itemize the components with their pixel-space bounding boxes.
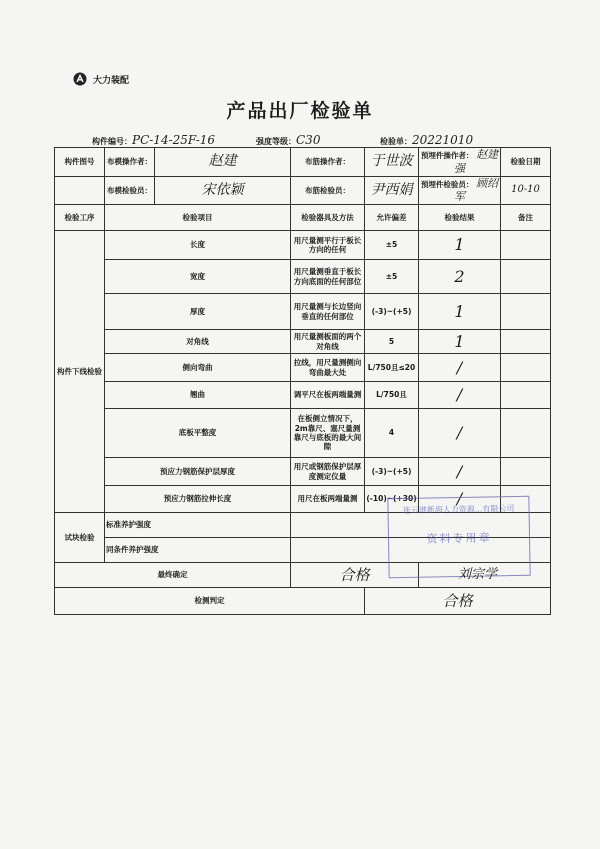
row-tool: 用尺在板两端量测: [291, 486, 365, 513]
company-name: 大力装配: [93, 75, 130, 86]
row-result: 2: [419, 260, 501, 294]
row-remark: [501, 458, 551, 486]
table-row: [55, 294, 551, 330]
batch-number-label: 检验单：: [380, 137, 412, 146]
strength-grade-value: C30: [296, 133, 321, 147]
row-tolerance: (-3)~(+5): [365, 458, 419, 486]
rebar-inspector-label: 布筋检验员：: [291, 176, 365, 205]
row-tolerance: 5: [365, 330, 419, 354]
row-tool: 调平尺在板两端量测: [291, 382, 365, 409]
embed-operator-value: 赵建强: [454, 148, 499, 175]
embed-inspector-label: 预埋件检验员：: [420, 179, 474, 189]
formwork-operator-value: 赵建: [155, 148, 291, 177]
row-result: /: [419, 382, 501, 409]
table-row: [55, 409, 551, 458]
column-header-row: [55, 205, 551, 231]
row-result: /: [419, 486, 501, 513]
embed-operator-cell: [419, 148, 501, 177]
row-item: 翘曲: [105, 382, 291, 409]
row-result: 1: [419, 231, 501, 260]
col-result: 检验结果: [419, 205, 501, 231]
judgement-label: 检测判定: [55, 588, 365, 615]
company-logo: [73, 72, 129, 86]
seal-purpose: 资料专用章: [426, 531, 492, 546]
row-remark: [501, 231, 551, 260]
row-result: 1: [419, 294, 501, 330]
formwork-inspector-label: 布模检验员：: [105, 176, 155, 205]
embed-operator-label: 预埋件操作者：: [420, 151, 474, 160]
strength-grade: [256, 133, 320, 147]
trial-standard-label: 标准养护强度: [105, 513, 291, 538]
batch-number: [380, 133, 473, 147]
row-remark: [501, 382, 551, 409]
inspection-date-value: 10-10: [501, 176, 551, 205]
table-row: [55, 330, 551, 354]
col-process: 检验工序: [55, 205, 105, 231]
table-row: [55, 231, 551, 260]
row-item: 底板平整度: [105, 409, 291, 458]
row-item: 长度: [105, 231, 291, 260]
table-row: [55, 354, 551, 382]
header-row-inspectors: [55, 176, 551, 205]
row-remark: [501, 409, 551, 458]
row-remark: [501, 260, 551, 294]
col-item: 检验项目: [105, 205, 291, 231]
trial-same-condition-label: 同条件养护强度: [105, 538, 291, 563]
rebar-operator-label: 布筋操作者：: [291, 148, 365, 177]
rebar-operator-value: 于世波: [365, 148, 419, 177]
row-tool: 用尺量测板面的两个对角线: [291, 330, 365, 354]
rebar-inspector-value: 尹西娟: [365, 176, 419, 205]
row-item: 对角线: [105, 330, 291, 354]
final-label: 最终确定: [55, 563, 291, 588]
row-result: /: [419, 409, 501, 458]
row-tool: 拉线，用尺量测侧向弯曲最大处: [291, 354, 365, 382]
row-tolerance: ±5: [365, 231, 419, 260]
page-title: 产品出厂检验单: [226, 100, 374, 122]
row-result: /: [419, 354, 501, 382]
signature: 刘宗学: [458, 567, 498, 582]
row-tolerance: (-3)~(+5): [365, 294, 419, 330]
inspection-date-label: 检验日期: [501, 148, 551, 177]
row-remark: [501, 354, 551, 382]
row-item: 侧向弯曲: [105, 354, 291, 382]
row-tolerance: ±5: [365, 260, 419, 294]
row-tolerance: 4: [365, 409, 419, 458]
row-item: 预应力钢筋拉伸长度: [105, 486, 291, 513]
row-tolerance: L/750且: [365, 382, 419, 409]
member-number-label: 构件编号：: [92, 137, 132, 146]
company-logo-icon: [73, 72, 87, 86]
table-row: [55, 260, 551, 294]
row-result: /: [419, 458, 501, 486]
member-number: [92, 133, 215, 147]
row-item: 预应力钢筋保护层厚度: [105, 458, 291, 486]
header-row-operators: [55, 148, 551, 177]
col-tool: 检验器具及方法: [291, 205, 365, 231]
row-result: 1: [419, 330, 501, 354]
table-row: [55, 458, 551, 486]
row-tolerance: (-10)~(+30): [365, 486, 419, 513]
group-label: 构件下线检验: [55, 231, 105, 513]
final-value: 合格: [291, 563, 419, 588]
col-remark: 备注: [501, 205, 551, 231]
row-item: 宽度: [105, 260, 291, 294]
judgement-row: [55, 588, 551, 615]
row-tolerance: L/750且≤20: [365, 354, 419, 382]
row-tool: 在板侧立情况下，2m靠尺、塞尺量测靠尺与底板的最大间隙: [291, 409, 365, 458]
embed-inspector-cell: [419, 176, 501, 205]
blank-cell: [55, 176, 105, 205]
row-item: 厚度: [105, 294, 291, 330]
embed-inspector-value: 顾绍军: [454, 176, 499, 204]
col-tolerance: 允许偏差: [365, 205, 419, 231]
formwork-inspector-value: 宋依颖: [155, 176, 291, 205]
judgement-value: 合格: [365, 588, 551, 615]
table-row: [55, 382, 551, 409]
member-drawing-label: 构件图号: [55, 148, 105, 177]
row-tool: 用尺量测垂直于板长方向底面的任何部位: [291, 260, 365, 294]
formwork-operator-label: 布模操作者：: [105, 148, 155, 177]
row-remark: [501, 330, 551, 354]
trial-label: 试块检验: [55, 513, 105, 563]
seal-company-name: 连云港新海人力资源...有限公司: [402, 504, 515, 515]
row-remark: [501, 294, 551, 330]
strength-grade-label: 强度等级：: [256, 137, 296, 146]
row-tool: 用尺量测平行于板长方向的任何: [291, 231, 365, 260]
batch-number-value: 20221010: [412, 133, 474, 147]
member-number-value: PC-14-25F-16: [132, 133, 216, 147]
row-tool: 用尺或钢筋保护层厚度测定仪量: [291, 458, 365, 486]
row-tool: 用尺量测与长边竖向垂直的任何部位: [291, 294, 365, 330]
